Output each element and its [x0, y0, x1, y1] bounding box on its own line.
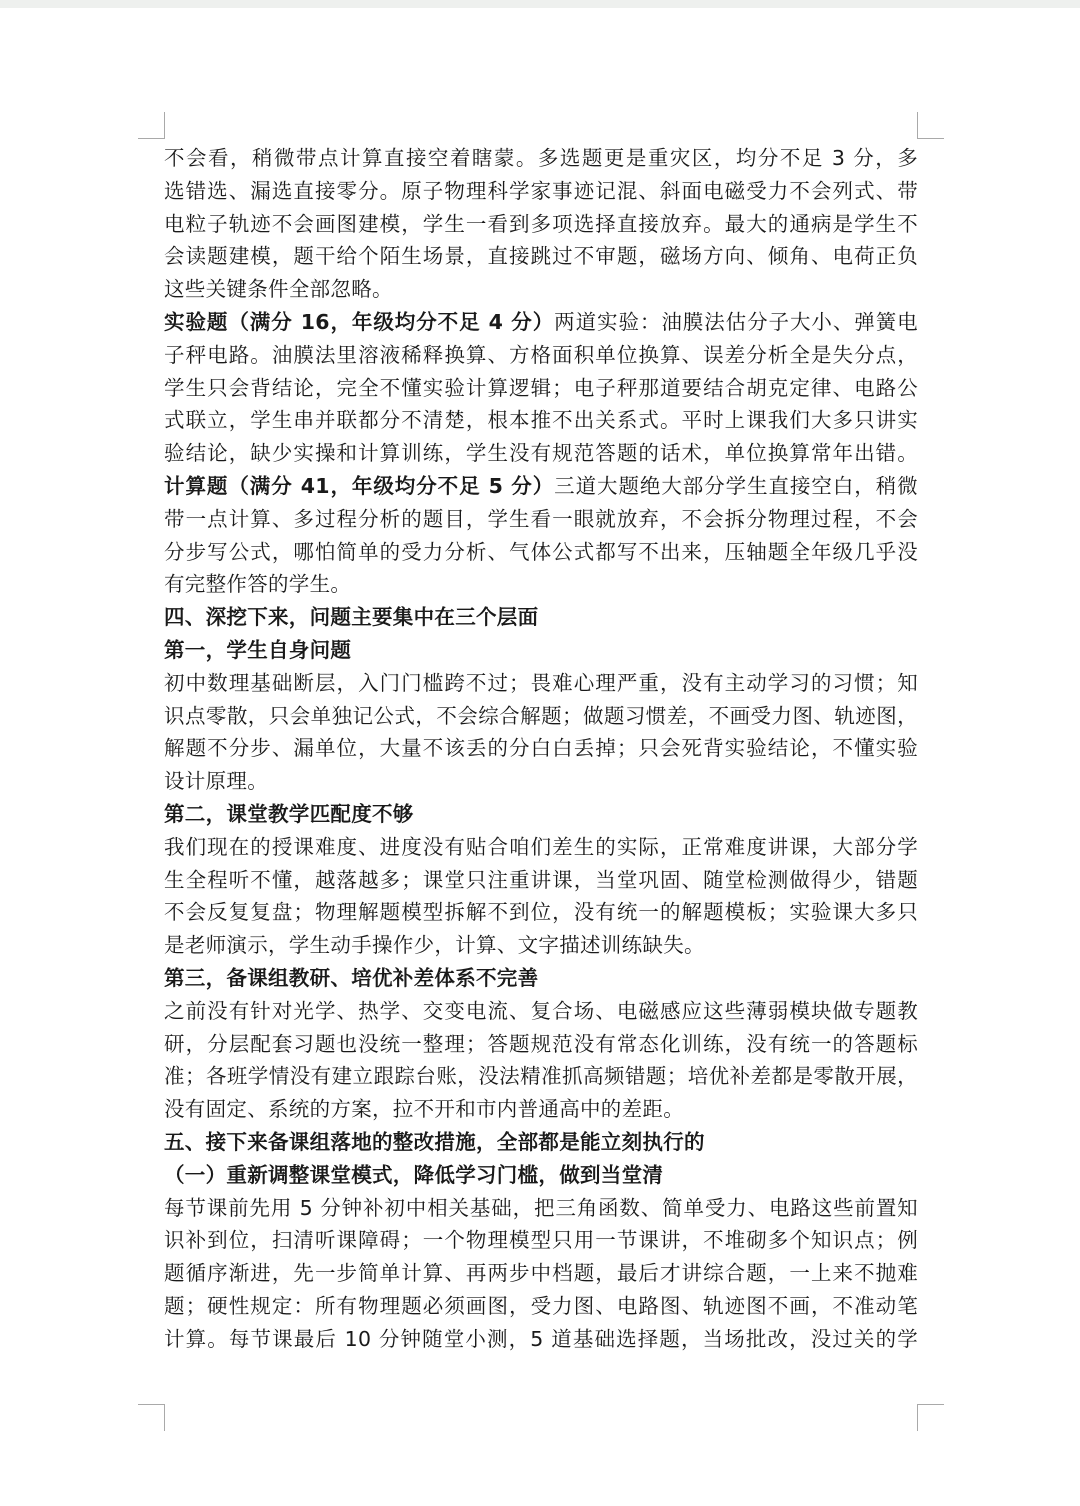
paragraph-line: 我们现在的授课难度、进度没有贴合咱们差生的实际，正常难度讲课，大部分学 [164, 834, 918, 859]
crop-mark-top-left [138, 112, 165, 139]
crop-mark-bottom-left [138, 1404, 165, 1431]
paragraph-line: 设计原理。 [164, 769, 268, 794]
crop-mark-bottom-right [917, 1404, 944, 1431]
calculation-first-rest: 三道大题绝大部分学生直接空白，稍微 [554, 473, 918, 498]
paragraph-line: 选错选、漏选直接零分。原子物理科学家事迹记混、斜面电磁受力不会列式、带 [164, 178, 918, 203]
section-heading-4: 四、深挖下来，问题主要集中在三个层面 [164, 605, 539, 630]
paragraph-line: 生全程听不懂，越落越多；课堂只注重讲课，当堂巩固、随堂检测做得少，错题 [164, 867, 918, 892]
paragraph-line: 研，分层配套习题也没统一整理；答题规范没有常态化训练，没有统一的答题标 [164, 1031, 918, 1056]
paragraph-line: 不会看，稍微带点计算直接空着瞎蒙。多选题更是重灾区，均分不足 3 分，多 [164, 146, 918, 170]
paragraph-line: 计算。每节课最后 10 分钟随堂小测，5 道基础选择题，当场批改，没过关的学 [164, 1326, 918, 1351]
paragraph-line: 没有固定、系统的方案，拉不开和市内普通高中的差距。 [164, 1097, 684, 1122]
paragraph-line: 题循序渐进，先一步简单计算、再两步中档题，最后才讲综合题，一上来不抛难 [164, 1261, 918, 1286]
paragraph-line: 这些关键条件全部忽略。 [164, 277, 393, 302]
subheading-3: 第三，备课组教研、培优补差体系不完善 [164, 965, 539, 990]
paragraph-line: 子秤电路。油膜法里溶液稀释换算、方格面积单位换算、误差分析全是失分点， [164, 342, 918, 367]
subheading-2: 第二，课堂教学匹配度不够 [164, 801, 414, 826]
experiment-first-line [164, 306, 918, 339]
measure-heading-1: （一）重新调整课堂模式，降低学习门槛，做到当堂清 [164, 1162, 664, 1187]
paragraph-line: 之前没有针对光学、热学、交变电流、复合场、电磁感应这些薄弱模块做专题教 [164, 998, 918, 1023]
calculation-first-line [164, 470, 918, 503]
paragraph-line: 验结论，缺少实操和计算训练，学生没有规范答题的话术，单位换算常年出错。 [164, 441, 918, 466]
paragraph-line: 解题不分步、漏单位，大量不该丢的分白白丢掉；只会死背实验结论，不懂实验 [164, 736, 918, 761]
paragraph-line: 学生只会背结论，完全不懂实验计算逻辑；电子秤那道要结合胡克定律、电路公 [164, 375, 918, 400]
paragraph-line: 分步写公式，哪怕简单的受力分析、气体公式都写不出来，压轴题全年级几乎没 [164, 539, 918, 564]
paragraph-line: 准；各班学情没有建立跟踪台账，没法精准抓高频错题；培优补差都是零散开展， [164, 1064, 918, 1089]
calculation-lead: 计算题（满分 41，年级均分不足 5 分） [164, 473, 555, 498]
paragraph-line: 是老师演示，学生动手操作少，计算、文字描述训练缺失。 [164, 933, 705, 958]
paragraph-line: 识补到位，扫清听课障碍；一个物理模型只用一节课讲，不堆砌多个知识点；例 [164, 1228, 918, 1253]
experiment-lead: 实验题（满分 16，年级均分不足 4 分） [164, 309, 555, 334]
paragraph-line: 初中数理基础断层，入门门槛跨不过；畏难心理严重，没有主动学习的习惯；知 [164, 670, 918, 695]
section-heading-5: 五、接下来备课组落地的整改措施，全部都是能立刻执行的 [164, 1129, 705, 1154]
paragraph-line: 每节课前先用 5 分钟补初中相关基础，把三角函数、简单受力、电路这些前置知 [164, 1195, 918, 1220]
crop-mark-top-right [917, 112, 944, 139]
paragraph-line: 带一点计算、多过程分析的题目，学生看一眼就放弃，不会拆分物理过程，不会 [164, 506, 918, 531]
paragraph-line: 有完整作答的学生。 [164, 572, 352, 597]
subheading-1: 第一，学生自身问题 [164, 637, 352, 662]
paragraph-line: 会读题建模，题干给个陌生场景，直接跳过不审题，磁场方向、倾角、电荷正负 [164, 244, 918, 269]
paragraph-line: 识点零散，只会单独记公式，不会综合解题；做题习惯差，不画受力图、轨迹图， [164, 703, 918, 728]
experiment-first-rest: 两道实验：油膜法估分子大小、弹簧电 [554, 309, 918, 334]
paragraph-line: 式联立，学生串并联都分不清楚，根本推不出关系式。平时上课我们大多只讲实 [164, 408, 918, 433]
paragraph-line: 不会反复复盘；物理解题模型拆解不到位，没有统一的解题模板；实验课大多只 [164, 900, 918, 925]
document-body [164, 142, 918, 1355]
paragraph-line: 电粒子轨迹不会画图建模，学生一看到多项选择直接放弃。最大的通病是学生不 [164, 211, 918, 236]
top-band [0, 0, 1080, 8]
paragraph-line: 题；硬性规定：所有物理题必须画图，受力图、电路图、轨迹图不画，不准动笔 [164, 1293, 918, 1318]
